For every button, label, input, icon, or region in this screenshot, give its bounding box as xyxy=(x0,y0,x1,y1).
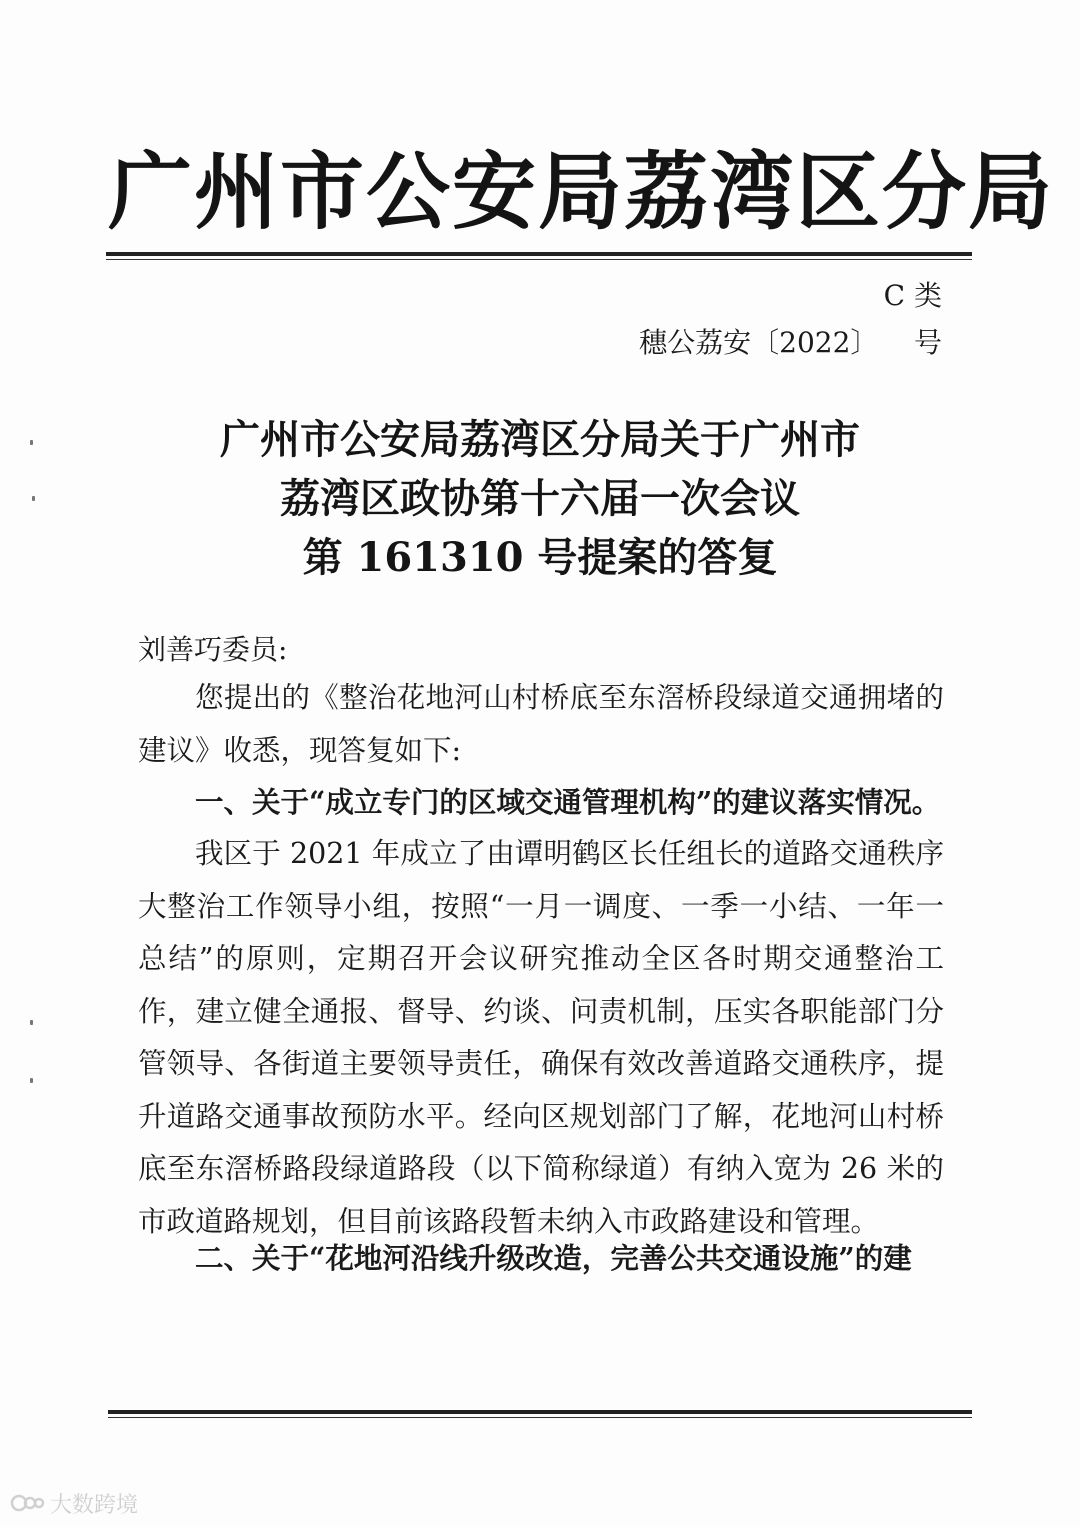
header-rule-thick xyxy=(106,252,972,256)
section-heading-2: 二、关于“花地河沿线升级改造，完善公共交通设施”的建 xyxy=(195,1241,912,1275)
scan-speck xyxy=(30,1078,33,1083)
dashu-logo-icon xyxy=(10,1490,46,1516)
section-heading-1: 一、关于“成立专门的区域交通管理机构”的建议落实情况。 xyxy=(195,785,941,819)
watermark xyxy=(10,1488,138,1518)
scan-speck xyxy=(32,496,35,501)
footer-double-rule xyxy=(108,1410,972,1420)
footer-rule-thin xyxy=(108,1417,972,1418)
scan-speck xyxy=(30,440,33,445)
document-number: 穗公荔安〔2022〕 号 xyxy=(639,326,942,359)
title-line-2: 荔湾区政协第十六届一次会议 xyxy=(280,475,800,522)
header-rule-thin xyxy=(106,259,972,260)
footer-rule-thick xyxy=(108,1410,972,1414)
watermark-text: 大数跨境 xyxy=(50,1492,139,1518)
title-line-3: 第 161310 号提案的答复 xyxy=(302,534,778,581)
organization-header: 广州市公安局荔湾区分局 xyxy=(108,143,1055,241)
header-double-rule xyxy=(106,252,972,262)
paragraph-intro: 您提出的《整治花地河山村桥底至东滘桥段绿道交通拥堵的建议》收悉，现答复如下: xyxy=(138,681,944,767)
salutation: 刘善巧委员: xyxy=(138,633,288,666)
title-line-1: 广州市公安局荔湾区分局关于广州市 xyxy=(220,416,860,463)
scan-speck xyxy=(30,1020,33,1025)
paragraph-section-1: 我区于 2021 年成立了由谭明鹤区长任组长的道路交通秩序大整治工作领导小组，按照“一月一调度、一季一小结、一年一总结”的原则，定期召开会议研究推动全区各时期交通整治工作，建立健全通报、督导、约谈、问责机制，压实各职能部门分管领导、各街道主要领导责任，确保有效改善道路交通秩序，提升道路交通事故预防水平。经向区规划部门了解，花地河山村桥底至东滘桥路段绿道路段（以下简称绿道）有纳入宽为 26 米的市政道路规划，但目前该路段暂未纳入市政路建设和管理。 xyxy=(138,837,944,1238)
category-label: C 类 xyxy=(883,279,942,312)
document-title xyxy=(140,410,940,587)
